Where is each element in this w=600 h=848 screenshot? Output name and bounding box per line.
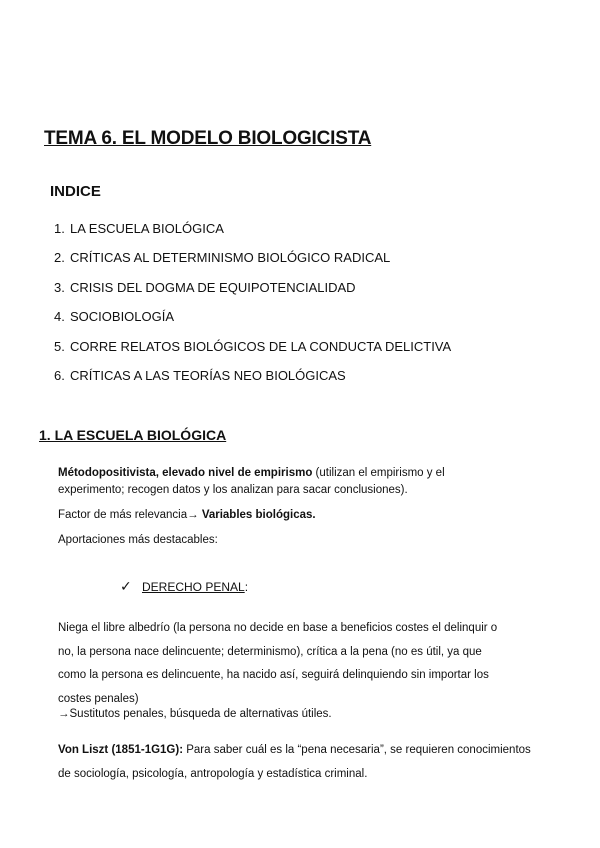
toc-item xyxy=(54,279,451,308)
body-line: costes penales) xyxy=(58,692,139,705)
toc-item-label: LA ESCUELA BIOLÓGICA xyxy=(70,221,224,236)
toc-item-label: CRÍTICAS A LAS TEORÍAS NEO BIOLÓGICAS xyxy=(70,367,346,383)
method-bold-text: Métodopositivista, elevado nivel de empirismo xyxy=(58,467,313,479)
method-text: (utilizan el empirismo y el xyxy=(312,467,445,479)
derecho-penal-colon: : xyxy=(244,580,249,594)
toc-item-label: CRÍTICAS AL DETERMINISMO BIOLÓGICO RADICAL xyxy=(70,250,391,266)
factor-paragraph xyxy=(58,507,316,524)
method-text-line2: experimento; recogen datos y los analizan para sacar conclusiones). xyxy=(58,484,408,496)
toc-item-label: CORRE RELATOS BIOLÓGICOS DE LA CONDUCTA DELICTIVA xyxy=(70,338,452,354)
index-heading: INDICE xyxy=(50,183,101,200)
toc-item-number: 2. xyxy=(54,250,65,266)
body-line: Niega el libre albedrío (la persona no decide en base a beneficios costes el delinquir o xyxy=(58,622,498,634)
toc-item-number: 4. xyxy=(54,309,65,325)
toc-item-number: 1. xyxy=(54,221,65,236)
derecho-penal-label: DERECHO PENAL xyxy=(142,580,245,594)
toc-item-number: 3. xyxy=(54,279,65,295)
toc-item-number: 6. xyxy=(54,367,65,383)
body-line: no, la persona nace delincuente; determinismo), crítica a la pena (no es útil, ya que xyxy=(58,645,482,658)
von-liszt-line2: de sociología, psicología, antropología y estadística criminal. xyxy=(58,768,368,780)
derecho-penal-item xyxy=(120,578,248,595)
toc-item xyxy=(54,249,451,278)
table-of-contents xyxy=(54,220,451,396)
von-liszt-text: Para saber cuál es la “pena necesaria”, se requieren conocimientos xyxy=(183,744,531,756)
section-heading: 1. LA ESCUELA BIOLÓGICA xyxy=(39,427,227,443)
toc-item xyxy=(54,220,451,249)
toc-item xyxy=(54,367,451,396)
method-paragraph xyxy=(58,465,445,499)
derecho-penal-body xyxy=(58,617,508,711)
sustitutos-line: →Sustitutos penales, búsqueda de alternativas útiles. xyxy=(58,708,332,720)
contributions-paragraph: Aportaciones más destacables: xyxy=(58,534,218,546)
checkmark-icon: ✓ xyxy=(120,578,132,594)
toc-item xyxy=(54,338,451,367)
page-title: TEMA 6. EL MODELO BIOLOGICISTA xyxy=(44,128,372,149)
von-liszt-paragraph xyxy=(58,738,531,786)
factor-prefix: Factor de más relevancia→ xyxy=(58,509,202,521)
von-liszt-line xyxy=(58,738,531,762)
toc-item-label: SOCIOBIOLOGÍA xyxy=(70,309,175,325)
von-liszt-bold: Von Liszt (1851-1G1G): xyxy=(58,744,184,756)
toc-item-label: CRISIS DEL DOGMA DE EQUIPOTENCIALIDAD xyxy=(70,279,356,295)
body-line: como la persona es delincuente, ha nacido así, seguirá delinquiendo sin importar los xyxy=(58,669,489,681)
factor-bold-text: Variables biológicas. xyxy=(201,509,316,521)
toc-item xyxy=(54,308,451,337)
toc-item-number: 5. xyxy=(54,338,65,354)
